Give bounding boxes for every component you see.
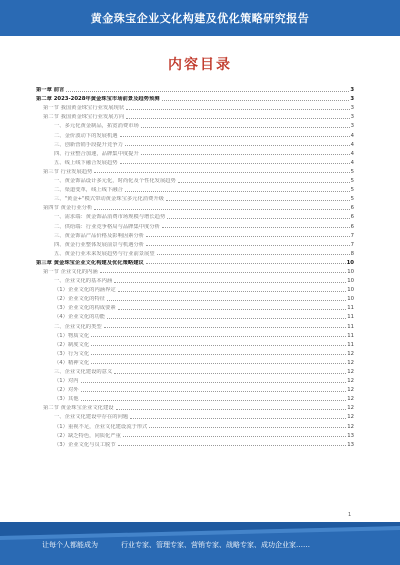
toc-leader-dots: [81, 382, 347, 383]
toc-leader-dots: [162, 227, 350, 228]
toc-entry-text: （1）对内: [54, 378, 79, 385]
toc-leader-dots: [91, 345, 346, 346]
toc-entry-text: （2）企业文化的特征: [54, 296, 106, 303]
toc-page-number: 6: [350, 223, 354, 230]
toc-leader-dots: [126, 109, 349, 110]
toc-entry-text: 第一章 前言: [36, 87, 65, 94]
toc-entry-text: 一、多元化黄金制品，拓宽消费市场: [54, 123, 139, 130]
toc-entry-text: （1）重视不足，企业文化建设流于形式: [54, 423, 148, 430]
toc-page-number: 8: [350, 250, 354, 257]
toc-entry-text: 五、线上线下融合发展趋势: [54, 159, 118, 166]
toc-entry-text: （2）缺乏特色，同质化严重: [54, 432, 121, 439]
toc-leader-dots: [66, 91, 349, 92]
toc-leader-dots: [141, 127, 350, 128]
toc-subsection[interactable]: [36, 366, 354, 375]
toc-entry-text: 二、供给端：行业竞争格局与品牌集中度分析: [54, 223, 160, 230]
toc-entry-text: 一、企业文化建设中存在的问题: [54, 414, 129, 421]
toc-page-number: 10: [347, 287, 354, 294]
toc-leader-dots: [114, 373, 346, 374]
toc-page-number: 3: [350, 105, 354, 112]
toc-section[interactable]: [36, 166, 354, 175]
toc-page-number: 11: [347, 314, 354, 321]
toc-chapter[interactable]: [36, 84, 354, 93]
toc-page-number: 12: [347, 414, 354, 421]
toc-section[interactable]: [36, 102, 354, 111]
toc-subsection[interactable]: [36, 293, 354, 302]
toc-entry-text: 三、创新营销手段提升竞争力: [54, 141, 123, 148]
toc-leader-dots: [91, 336, 346, 337]
toc-subsection[interactable]: [36, 384, 354, 393]
toc-leader-dots: [141, 154, 350, 155]
toc-section[interactable]: [36, 402, 354, 411]
toc-leader-dots: [126, 118, 349, 119]
toc-section[interactable]: [36, 202, 354, 211]
report-title: 黄金珠宝企业文化构建及优化策略研究报告: [90, 12, 310, 25]
toc-section[interactable]: [36, 266, 354, 275]
toc-leader-dots: [123, 436, 346, 437]
toc-subsection[interactable]: [36, 148, 354, 157]
toc-subsection[interactable]: [36, 220, 354, 229]
toc-subsection[interactable]: [36, 393, 354, 402]
toc-subsection[interactable]: [36, 129, 354, 138]
toc-entry-text: 一、黄金饰品设计多元化，时尚化及个性化发展趋势: [54, 178, 176, 185]
toc-entry-text: 一、企业文化的基本内涵: [54, 278, 113, 285]
toc-subsection[interactable]: [36, 239, 354, 248]
toc-page-number: 5: [350, 196, 354, 203]
toc-subsection[interactable]: [36, 120, 354, 129]
toc-leader-dots: [81, 391, 347, 392]
toc-leader-dots: [100, 272, 347, 273]
toc-entry-text: 四、行业整合加速，品牌集中度提升: [54, 150, 139, 157]
toc-page-number: 10: [347, 268, 354, 275]
toc-page-number: 5: [350, 187, 354, 194]
toc-page-number: 10: [347, 296, 354, 303]
toc-leader-dots: [91, 363, 346, 364]
toc-leader-dots: [118, 445, 347, 446]
toc-entry-text: 三、黄金饰品产品价格及影响因素分析: [54, 232, 145, 239]
toc-leader-dots: [146, 236, 350, 237]
toc-entry-text: 二、企业文化的类型: [54, 323, 102, 330]
toc-leader-dots: [157, 254, 350, 255]
toc-leader-dots: [130, 418, 346, 419]
toc-leader-dots: [114, 282, 346, 283]
toc-section[interactable]: [36, 111, 354, 120]
toc-entry-text: 五、黄金行业未来发展趋势与行业前景展望: [54, 250, 155, 257]
toc-page-number: 5: [350, 168, 354, 175]
toc-subsection[interactable]: [36, 357, 354, 366]
toc-leader-dots: [162, 100, 350, 101]
toc-entry-text: 第三节 行业发展趋势: [43, 168, 93, 175]
toc-page-number: 3: [350, 96, 354, 103]
toc-leader-dots: [81, 400, 347, 401]
toc-leader-dots: [167, 218, 349, 219]
toc-leader-dots: [118, 291, 347, 292]
toc-page-number: 13: [347, 441, 354, 448]
toc-page-number: 12: [347, 369, 354, 375]
toc-leader-dots: [178, 182, 350, 183]
toc-entry-text: 第二节 我国黄金珠宝行业发展方向: [43, 114, 125, 121]
toc-subsection[interactable]: [36, 348, 354, 357]
toc-entry-text: （3）企业文化的构成要素: [54, 305, 116, 312]
toc-page-number: 11: [347, 341, 354, 348]
toc-page-number: 11: [347, 305, 354, 312]
toc-page-number: 4: [350, 132, 354, 139]
toc-page-number: 11: [347, 323, 354, 330]
header-bar: [0, 0, 400, 36]
toc-page-number: 6: [350, 214, 354, 221]
toc-page-number: 6: [350, 205, 354, 212]
toc-entry-text: （2）对外: [54, 387, 79, 394]
toc-page-number: 12: [347, 405, 354, 412]
toc-leader-dots: [149, 427, 346, 428]
toc-entry-text: （3）行为文化: [54, 350, 90, 357]
toc-page-number: 10: [346, 259, 354, 266]
toc-entry-text: 第二章 2023-2028年黄金珠宝市场前景及趋势预测: [36, 96, 160, 103]
toc-subsection[interactable]: [36, 430, 354, 439]
toc-entry-text: （1）企业文化的内涵界定: [54, 287, 116, 294]
toc-chapter[interactable]: [36, 257, 354, 266]
toc-page-number: 12: [347, 423, 354, 430]
toc-leader-dots: [166, 200, 350, 201]
toc-entry-text: 二、金价波动下的发展机遇: [54, 132, 118, 139]
toc-page-number: 12: [347, 350, 354, 357]
toc-entry-text: 第四节 黄金行业分析: [43, 205, 93, 212]
toc-entry-text: （4）企业文化的功能: [54, 314, 106, 321]
toc-entry-text: 第一节 我国黄金珠宝行业发展现状: [43, 105, 125, 112]
toc-subsection[interactable]: [36, 411, 354, 420]
toc-page-number: 10: [347, 278, 354, 285]
toc-leader-dots: [104, 327, 347, 328]
toc-page-number: 3: [350, 87, 354, 94]
toc-entry-text: 四、黄金行业整体发展前景与机遇分析: [54, 241, 145, 248]
toc-subsection[interactable]: [36, 420, 354, 429]
toc-subsection[interactable]: [36, 275, 354, 284]
toc-entry-text: （3）企业文化与员工脱节: [54, 441, 116, 448]
toc-subsection[interactable]: [36, 157, 354, 166]
toc-page-number: 4: [350, 141, 354, 148]
toc-page-number: 12: [347, 359, 354, 366]
toc-page-number: 13: [347, 432, 354, 439]
toc-page-number: 3: [350, 123, 354, 130]
toc-page-number: 12: [347, 378, 354, 385]
toc-chapter[interactable]: [36, 93, 354, 102]
toc-subsection[interactable]: [36, 248, 354, 257]
toc-page-number: 12: [347, 387, 354, 394]
toc-subsection[interactable]: [36, 175, 354, 184]
toc-leader-dots: [107, 300, 346, 301]
toc-page-number: 12: [347, 396, 354, 403]
toc-leader-dots: [146, 263, 346, 264]
toc-page-number: 7: [350, 232, 354, 239]
footer-slogan-left: 让每个人都能成为: [42, 541, 98, 549]
toc-subsection[interactable]: [36, 230, 354, 239]
toc-entry-text: 三、企业文化建设的意义: [54, 369, 113, 375]
toc-leader-dots: [125, 191, 350, 192]
toc-entry-text: （4）精神文化: [54, 359, 90, 366]
toc-heading: 内容目录: [168, 57, 232, 73]
toc-leader-dots: [116, 409, 347, 410]
toc-subsection[interactable]: [36, 375, 354, 384]
toc-entry-text: （3）其他: [54, 396, 79, 403]
toc-leader-dots: [120, 163, 350, 164]
toc-subsection[interactable]: [36, 330, 354, 339]
toc-subsection[interactable]: [36, 184, 354, 193]
toc-entry-text: （2）制度文化: [54, 341, 90, 348]
toc-leader-dots: [118, 309, 347, 310]
toc-subsection[interactable]: [36, 284, 354, 293]
page-number: 1: [348, 512, 352, 518]
table-of-contents: [36, 84, 354, 448]
toc-page-number: 5: [350, 178, 354, 185]
toc-subsection[interactable]: [36, 339, 354, 348]
toc-entry-text: 一、需求端：黄金饰品消费市场规模与增长趋势: [54, 214, 166, 221]
toc-subsection[interactable]: [36, 320, 354, 329]
toc-subsection[interactable]: [36, 439, 354, 448]
toc-page-number: 7: [350, 241, 354, 248]
toc-page-number: 4: [350, 150, 354, 157]
toc-leader-dots: [120, 136, 350, 137]
toc-page-number: 4: [350, 159, 354, 166]
toc-subsection[interactable]: [36, 311, 354, 320]
toc-entry-text: （1）物质文化: [54, 332, 90, 339]
toc-leader-dots: [146, 245, 350, 246]
toc-page-number: 11: [347, 332, 354, 339]
toc-leader-dots: [125, 145, 350, 146]
toc-subsection[interactable]: [36, 211, 354, 220]
toc-entry-text: 三、"黄金+"模式带动黄金珠宝多元化消费升级: [54, 196, 164, 203]
toc-leader-dots: [107, 318, 346, 319]
toc-subsection[interactable]: [36, 193, 354, 202]
toc-leader-dots: [94, 209, 349, 210]
toc-entry-text: 第一节 企业文化的内涵: [43, 268, 98, 275]
toc-page-number: 3: [350, 114, 354, 121]
toc-subsection[interactable]: [36, 139, 354, 148]
toc-leader-dots: [91, 354, 346, 355]
toc-entry-text: 第三章 黄金珠宝企业文化构建及优化策略建议: [36, 259, 144, 266]
toc-entry-text: 第二节 黄金珠宝企业文化建设: [43, 405, 114, 412]
toc-leader-dots: [94, 172, 349, 173]
footer-slogan-right: 行业专家、管理专家、营销专家、战略专家、成功企业家……: [121, 541, 310, 549]
toc-entry-text: 二、渠道变革，线上线下融合: [54, 187, 123, 194]
toc-subsection[interactable]: [36, 302, 354, 311]
